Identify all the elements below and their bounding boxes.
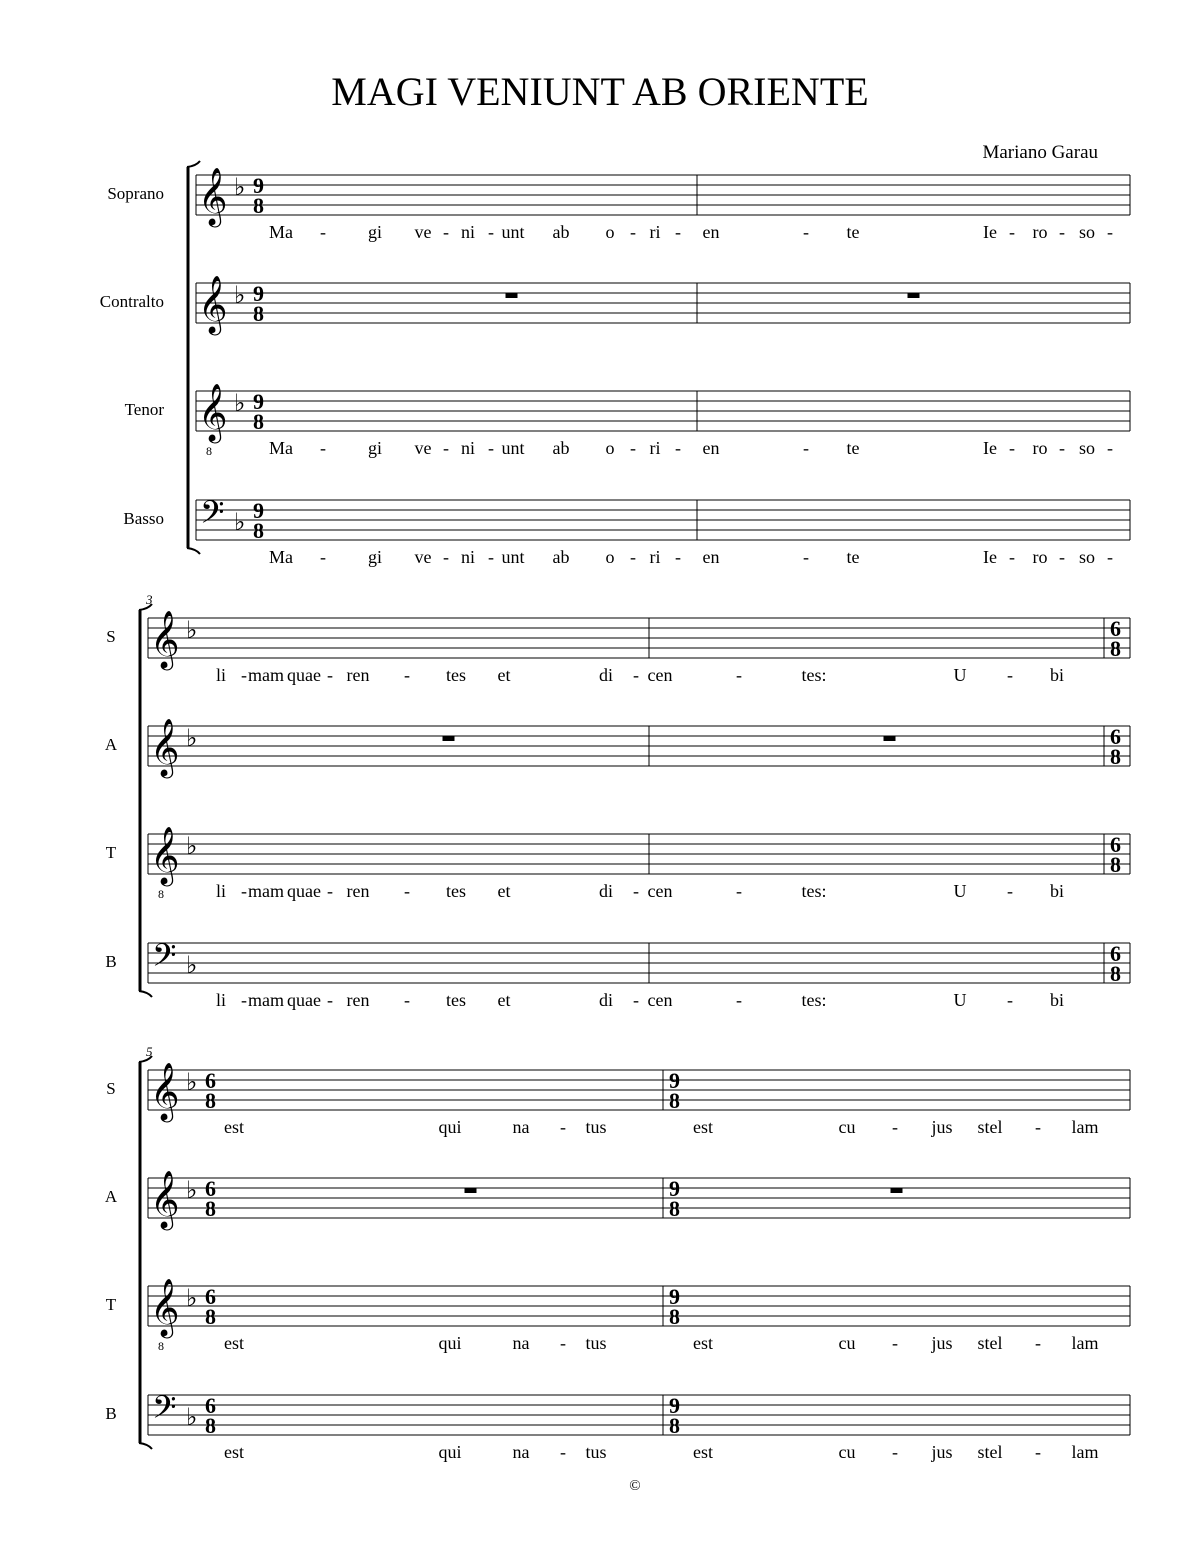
lyric-hyphen: -: [1107, 438, 1113, 458]
time-sig-numerator: 6: [205, 1176, 216, 1201]
lyric-syllable: so: [1078, 222, 1096, 242]
bracket-top-hook: [187, 161, 200, 167]
lyric-hyphen: -: [675, 222, 681, 242]
time-sig-denominator: 8: [253, 301, 264, 326]
lyric-syllable: stel: [977, 1117, 1003, 1137]
copyright-notice: ©: [629, 1478, 641, 1494]
lyric-syllable: en: [702, 547, 720, 567]
whole-rest-icon: [465, 1188, 477, 1193]
staff-label: Soprano: [107, 184, 164, 203]
lyric-syllable: tes: [446, 990, 466, 1010]
lyric-hyphen: -: [1009, 222, 1015, 242]
treble-clef-icon: 𝄞: [198, 276, 228, 332]
system-2: [139, 604, 1130, 997]
lyric-hyphen: -: [327, 881, 333, 901]
bass-clef-icon: 𝄢: [152, 1391, 177, 1433]
time-sig-denominator: 8: [253, 518, 264, 543]
lyric-hyphen: -: [630, 222, 636, 242]
lyric-syllable: gi: [367, 547, 383, 567]
lyric-hyphen: -: [1035, 1442, 1041, 1462]
whole-rest-icon: [884, 736, 896, 741]
treble-clef-icon: 𝄞: [150, 1171, 180, 1227]
treble-clef-icon: 𝄞: [198, 384, 228, 440]
time-sig-denominator: 8: [1110, 852, 1121, 877]
lyric-syllable: cen: [647, 665, 673, 685]
lyric-syllable: unt: [501, 438, 525, 458]
lyric-syllable: jus: [931, 1333, 953, 1353]
staff-t: [148, 1286, 1130, 1326]
lyric-syllable: ni: [460, 438, 476, 458]
lyric-syllable: o: [605, 547, 615, 567]
time-sig-numerator: 6: [1110, 616, 1121, 641]
staff-label: S: [106, 1079, 116, 1098]
lyric-syllable: qui: [438, 1333, 462, 1353]
time-sig-denominator: 8: [669, 1088, 680, 1113]
lyric-syllable: li: [215, 881, 227, 901]
lyric-hyphen: -: [488, 222, 494, 242]
flat-icon: ♭: [186, 726, 198, 752]
lyric-syllable: Ie: [983, 547, 997, 567]
time-sig-denominator: 8: [669, 1413, 680, 1438]
lyric-hyphen: -: [803, 222, 809, 242]
lyric-hyphen: -: [736, 665, 742, 685]
time-sig-denominator: 8: [205, 1196, 216, 1221]
lyric-syllable: bi: [1049, 665, 1065, 685]
lyric-syllable: tes:: [801, 990, 827, 1010]
lyric-syllable: tes: [446, 881, 466, 901]
lyric-hyphen: -: [488, 547, 494, 567]
lyric-syllable: o: [605, 222, 615, 242]
lyric-hyphen: -: [404, 665, 410, 685]
whole-rest-icon: [506, 293, 518, 298]
lyric-hyphen: -: [633, 990, 639, 1010]
lyric-syllable: ri: [649, 438, 661, 458]
bracket-bottom-hook: [139, 991, 152, 997]
time-sig-numerator: 6: [1110, 832, 1121, 857]
lyric-syllable: mam: [248, 881, 284, 901]
whole-rest-icon: [891, 1188, 903, 1193]
lyric-hyphen: -: [488, 438, 494, 458]
lyric-hyphen: -: [443, 547, 449, 567]
lyric-syllable: tus: [585, 1333, 607, 1353]
octave-8-mark: 8: [206, 444, 212, 458]
flat-icon: ♭: [186, 618, 198, 644]
whole-rest-icon: [443, 736, 455, 741]
lyric-syllable: cu: [838, 1442, 856, 1462]
staff-a: [148, 1178, 1130, 1218]
lyric-hyphen: -: [1007, 665, 1013, 685]
staff-basso: [196, 500, 1130, 540]
lyric-hyphen: -: [1007, 990, 1013, 1010]
flat-icon: ♭: [186, 953, 198, 979]
lyric-hyphen: -: [1059, 547, 1065, 567]
lyric-hyphen: -: [633, 881, 639, 901]
system-1: [187, 161, 1130, 554]
lyric-hyphen: -: [1107, 222, 1113, 242]
lyric-syllable: qui: [438, 1117, 462, 1137]
lyric-hyphen: -: [736, 990, 742, 1010]
lyric-syllable: ri: [649, 547, 661, 567]
flat-icon: ♭: [234, 391, 246, 417]
lyric-hyphen: -: [633, 665, 639, 685]
flat-icon: ♭: [234, 510, 246, 536]
time-sig-denominator: 8: [669, 1304, 680, 1329]
flat-icon: ♭: [186, 1286, 198, 1312]
staff-s: [148, 618, 1130, 658]
lyric-hyphen: -: [1035, 1117, 1041, 1137]
staff-b: [148, 1395, 1130, 1435]
lyric-syllable: li: [215, 665, 227, 685]
lyric-syllable: et: [497, 881, 511, 901]
measure-number: 3: [146, 592, 153, 607]
lyric-syllable: o: [605, 438, 615, 458]
lyric-syllable: U: [953, 881, 967, 901]
composer-name: Mariano Garau: [982, 142, 1098, 163]
lyric-syllable: gi: [367, 438, 383, 458]
time-sig-denominator: 8: [205, 1413, 216, 1438]
time-sig-denominator: 8: [1110, 744, 1121, 769]
time-sig-denominator: 8: [1110, 961, 1121, 986]
staff-label: Basso: [123, 509, 164, 528]
lyric-syllable: ve: [414, 222, 432, 242]
lyric-syllable: na: [512, 1333, 530, 1353]
lyric-syllable: na: [512, 1117, 530, 1137]
bass-clef-icon: 𝄢: [200, 496, 225, 538]
lyric-hyphen: -: [675, 438, 681, 458]
lyric-hyphen: -: [560, 1333, 566, 1353]
lyric-syllable: est: [693, 1442, 713, 1462]
octave-8-mark: 8: [158, 887, 164, 901]
lyric-syllable: U: [953, 665, 967, 685]
staff-t: [148, 834, 1130, 874]
time-sig-numerator: 6: [205, 1284, 216, 1309]
staff-label: B: [105, 1404, 117, 1423]
lyric-hyphen: -: [443, 438, 449, 458]
lyric-hyphen: -: [1059, 222, 1065, 242]
lyric-syllable: quae: [287, 990, 321, 1010]
whole-rest-icon: [908, 293, 920, 298]
staff-soprano: [196, 175, 1130, 215]
lyric-syllable: U: [953, 990, 967, 1010]
lyric-syllable: stel: [977, 1333, 1003, 1353]
lyric-syllable: te: [846, 222, 860, 242]
lyric-hyphen: -: [320, 438, 326, 458]
time-sig-numerator: 9: [253, 389, 264, 414]
lyric-syllable: est: [693, 1117, 713, 1137]
bracket-bottom-hook: [187, 548, 200, 554]
time-sig-numerator: 6: [205, 1393, 216, 1418]
lyric-syllable: cen: [647, 881, 673, 901]
time-sig-denominator: 8: [253, 409, 264, 434]
lyric-hyphen: -: [803, 438, 809, 458]
treble-clef-icon: 𝄞: [150, 611, 180, 667]
lyric-syllable: jus: [931, 1117, 953, 1137]
lyric-hyphen: -: [560, 1442, 566, 1462]
lyric-syllable: est: [224, 1333, 244, 1353]
lyric-syllable: bi: [1049, 881, 1065, 901]
lyric-syllable: ren: [346, 665, 370, 685]
flat-icon: ♭: [186, 1178, 198, 1204]
lyric-syllable: mam: [248, 665, 284, 685]
treble-clef-icon: 𝄞: [150, 1063, 180, 1119]
time-sig-denominator: 8: [205, 1088, 216, 1113]
staff-tenor: [196, 391, 1130, 431]
staff-label: T: [105, 1295, 117, 1314]
staff-a: [148, 726, 1130, 766]
lyric-syllable: mam: [248, 990, 284, 1010]
time-sig-denominator: 8: [669, 1196, 680, 1221]
lyric-syllable: quae: [287, 665, 321, 685]
lyric-syllable: cu: [838, 1333, 856, 1353]
flat-icon: ♭: [186, 1070, 198, 1096]
time-sig-denominator: 8: [1110, 636, 1121, 661]
lyric-syllable: et: [497, 990, 511, 1010]
lyric-hyphen: -: [241, 665, 247, 685]
staff-b: [148, 943, 1130, 983]
time-sig-numerator: 9: [253, 173, 264, 198]
time-sig-numerator: 6: [1110, 941, 1121, 966]
treble-clef-icon: 𝄞: [150, 719, 180, 775]
lyric-syllable: ro: [1032, 222, 1048, 242]
staff-label: A: [104, 735, 118, 754]
time-sig-numerator: 9: [669, 1068, 680, 1093]
lyric-syllable: cen: [647, 990, 673, 1010]
lyric-hyphen: -: [803, 547, 809, 567]
treble-clef-icon: 𝄞: [150, 1279, 180, 1335]
system-3: [139, 1056, 1130, 1449]
lyric-syllable: Ma: [269, 547, 293, 567]
lyric-syllable: Ie: [983, 438, 997, 458]
lyric-syllable: en: [702, 438, 720, 458]
score-title: MAGI VENIUNT AB ORIENTE: [331, 69, 869, 114]
flat-icon: ♭: [234, 283, 246, 309]
lyric-syllable: stel: [977, 1442, 1003, 1462]
lyric-hyphen: -: [404, 990, 410, 1010]
bracket-bottom-hook: [139, 1443, 152, 1449]
lyric-syllable: ab: [552, 222, 570, 242]
lyric-syllable: tes: [446, 665, 466, 685]
lyric-syllable: na: [512, 1442, 530, 1462]
lyric-hyphen: -: [892, 1117, 898, 1137]
lyric-syllable: est: [224, 1117, 244, 1137]
lyric-syllable: lam: [1071, 1333, 1099, 1353]
lyric-hyphen: -: [630, 438, 636, 458]
lyric-syllable: ve: [414, 547, 432, 567]
treble-clef-icon: 𝄞: [198, 168, 228, 224]
lyric-syllable: en: [702, 222, 720, 242]
lyric-hyphen: -: [320, 547, 326, 567]
time-sig-numerator: 9: [669, 1284, 680, 1309]
lyric-syllable: ro: [1032, 438, 1048, 458]
lyric-syllable: ri: [649, 222, 661, 242]
lyric-hyphen: -: [241, 881, 247, 901]
time-sig-denominator: 8: [253, 193, 264, 218]
treble-clef-icon: 𝄞: [150, 827, 180, 883]
flat-icon: ♭: [186, 834, 198, 860]
lyric-syllable: unt: [501, 222, 525, 242]
lyric-syllable: ni: [460, 547, 476, 567]
staff-label: S: [106, 627, 116, 646]
staff-contralto: [196, 283, 1130, 323]
lyric-syllable: gi: [367, 222, 383, 242]
lyric-syllable: Ie: [983, 222, 997, 242]
lyric-syllable: di: [598, 881, 614, 901]
octave-8-mark: 8: [158, 1339, 164, 1353]
lyric-syllable: lam: [1071, 1442, 1099, 1462]
lyric-hyphen: -: [560, 1117, 566, 1137]
lyric-hyphen: -: [630, 547, 636, 567]
time-sig-numerator: 6: [1110, 724, 1121, 749]
bass-clef-icon: 𝄢: [152, 939, 177, 981]
staff-label: Tenor: [124, 400, 164, 419]
lyric-syllable: et: [497, 665, 511, 685]
lyric-syllable: lam: [1071, 1117, 1099, 1137]
lyric-syllable: ab: [552, 547, 570, 567]
lyric-hyphen: -: [327, 990, 333, 1010]
staff-label: T: [105, 843, 117, 862]
lyric-hyphen: -: [1107, 547, 1113, 567]
lyric-syllable: li: [215, 990, 227, 1010]
lyric-syllable: est: [224, 1442, 244, 1462]
time-sig-denominator: 8: [205, 1304, 216, 1329]
flat-icon: ♭: [234, 175, 246, 201]
lyric-syllable: te: [846, 438, 860, 458]
lyric-syllable: ve: [414, 438, 432, 458]
lyric-hyphen: -: [404, 881, 410, 901]
lyric-syllable: tus: [585, 1117, 607, 1137]
lyric-syllable: cu: [838, 1117, 856, 1137]
lyric-syllable: so: [1078, 547, 1096, 567]
lyric-hyphen: -: [1009, 438, 1015, 458]
lyric-syllable: qui: [438, 1442, 462, 1462]
lyric-hyphen: -: [675, 547, 681, 567]
lyric-syllable: bi: [1049, 990, 1065, 1010]
lyric-syllable: so: [1078, 438, 1096, 458]
lyric-syllable: ren: [346, 881, 370, 901]
lyric-syllable: tus: [585, 1442, 607, 1462]
lyric-syllable: ni: [460, 222, 476, 242]
flat-icon: ♭: [186, 1405, 198, 1431]
lyric-hyphen: -: [327, 665, 333, 685]
lyric-hyphen: -: [1059, 438, 1065, 458]
staff-label: Contralto: [99, 292, 164, 311]
lyric-syllable: te: [846, 547, 860, 567]
time-sig-numerator: 9: [669, 1393, 680, 1418]
lyric-hyphen: -: [892, 1442, 898, 1462]
staff-label: B: [105, 952, 117, 971]
lyric-syllable: tes:: [801, 665, 827, 685]
lyric-syllable: unt: [501, 547, 525, 567]
lyric-syllable: di: [598, 665, 614, 685]
staff-label: A: [104, 1187, 118, 1206]
lyric-syllable: Ma: [269, 222, 293, 242]
lyric-hyphen: -: [736, 881, 742, 901]
time-sig-numerator: 6: [205, 1068, 216, 1093]
lyric-syllable: tes:: [801, 881, 827, 901]
lyric-syllable: jus: [931, 1442, 953, 1462]
staff-s: [148, 1070, 1130, 1110]
lyric-syllable: ab: [552, 438, 570, 458]
time-sig-numerator: 9: [253, 281, 264, 306]
lyric-syllable: di: [598, 990, 614, 1010]
lyric-hyphen: -: [1007, 881, 1013, 901]
measure-number: 5: [146, 1044, 153, 1059]
lyric-syllable: quae: [287, 881, 321, 901]
lyric-syllable: ren: [346, 990, 370, 1010]
time-sig-numerator: 9: [253, 498, 264, 523]
lyric-syllable: est: [693, 1333, 713, 1353]
lyric-hyphen: -: [1035, 1333, 1041, 1353]
lyric-hyphen: -: [443, 222, 449, 242]
lyric-hyphen: -: [892, 1333, 898, 1353]
time-sig-numerator: 9: [669, 1176, 680, 1201]
lyric-hyphen: -: [1009, 547, 1015, 567]
lyric-hyphen: -: [241, 990, 247, 1010]
lyric-hyphen: -: [320, 222, 326, 242]
lyric-syllable: ro: [1032, 547, 1048, 567]
lyric-syllable: Ma: [269, 438, 293, 458]
